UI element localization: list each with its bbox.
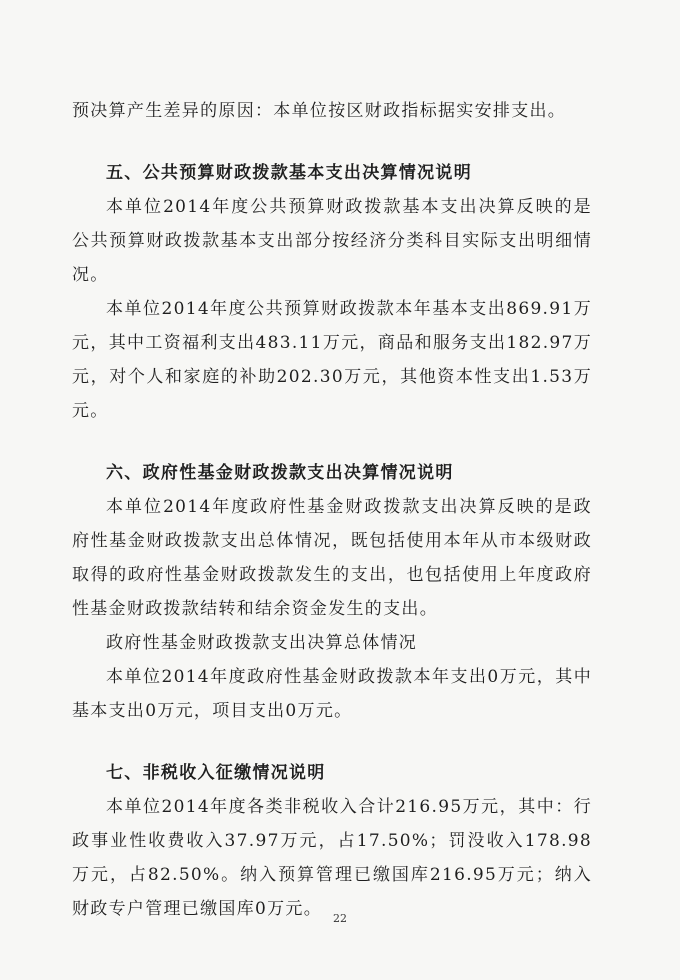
spacer [72, 428, 592, 456]
spacer [72, 728, 592, 756]
section-6-paragraph-2: 本单位2014年度政府性基金财政拨款本年支出0万元，其中基本支出0万元，项目支出0万元。 [72, 667, 592, 721]
section-heading-6: 六、政府性基金财政拨款支出决算情况说明 [106, 463, 454, 483]
intro-paragraph: 预决算产生差异的原因：本单位按区财政指标据实安排支出。 [72, 101, 567, 121]
spacer [72, 128, 592, 156]
page-number: 22 [333, 912, 347, 925]
section-7-paragraph-1: 本单位2014年度各类非税收入合计216.95万元，其中：行政事业性收费收入37.97万元，占17.50%；罚没收入178.98万元，占82.50%。纳入预算管理已缴国库216.95万元；纳入财政专户管理已缴国库0万元。 [72, 797, 592, 919]
section-5-paragraph-2: 本单位2014年度公共预算财政拨款本年基本支出869.91万元，其中工资福利支出483.11万元，商品和服务支出182.97万元，对个人和家庭的补助202.30万元，其他资本性支出1.53万元。 [72, 299, 592, 421]
section-heading-7: 七、非税收入征缴情况说明 [106, 763, 326, 783]
section-6-subtitle: 政府性基金财政拨款支出决算总体情况 [106, 633, 418, 653]
page-content [72, 94, 592, 926]
section-6-paragraph-1: 本单位2014年度政府性基金财政拨款支出决算反映的是政府性基金财政拨款支出总体情况，既包括使用本年从市本级财政取得的政府性基金财政拨款发生的支出，也包括使用上年度政府性基金财政拨款结转和结余资金发生的支出。 [72, 497, 592, 619]
section-heading-5: 五、公共预算财政拨款基本支出决算情况说明 [106, 163, 472, 183]
section-5-paragraph-1: 本单位2014年度公共预算财政拨款基本支出决算反映的是公共预算财政拨款基本支出部分按经济分类科目实际支出明细情况。 [72, 197, 592, 285]
